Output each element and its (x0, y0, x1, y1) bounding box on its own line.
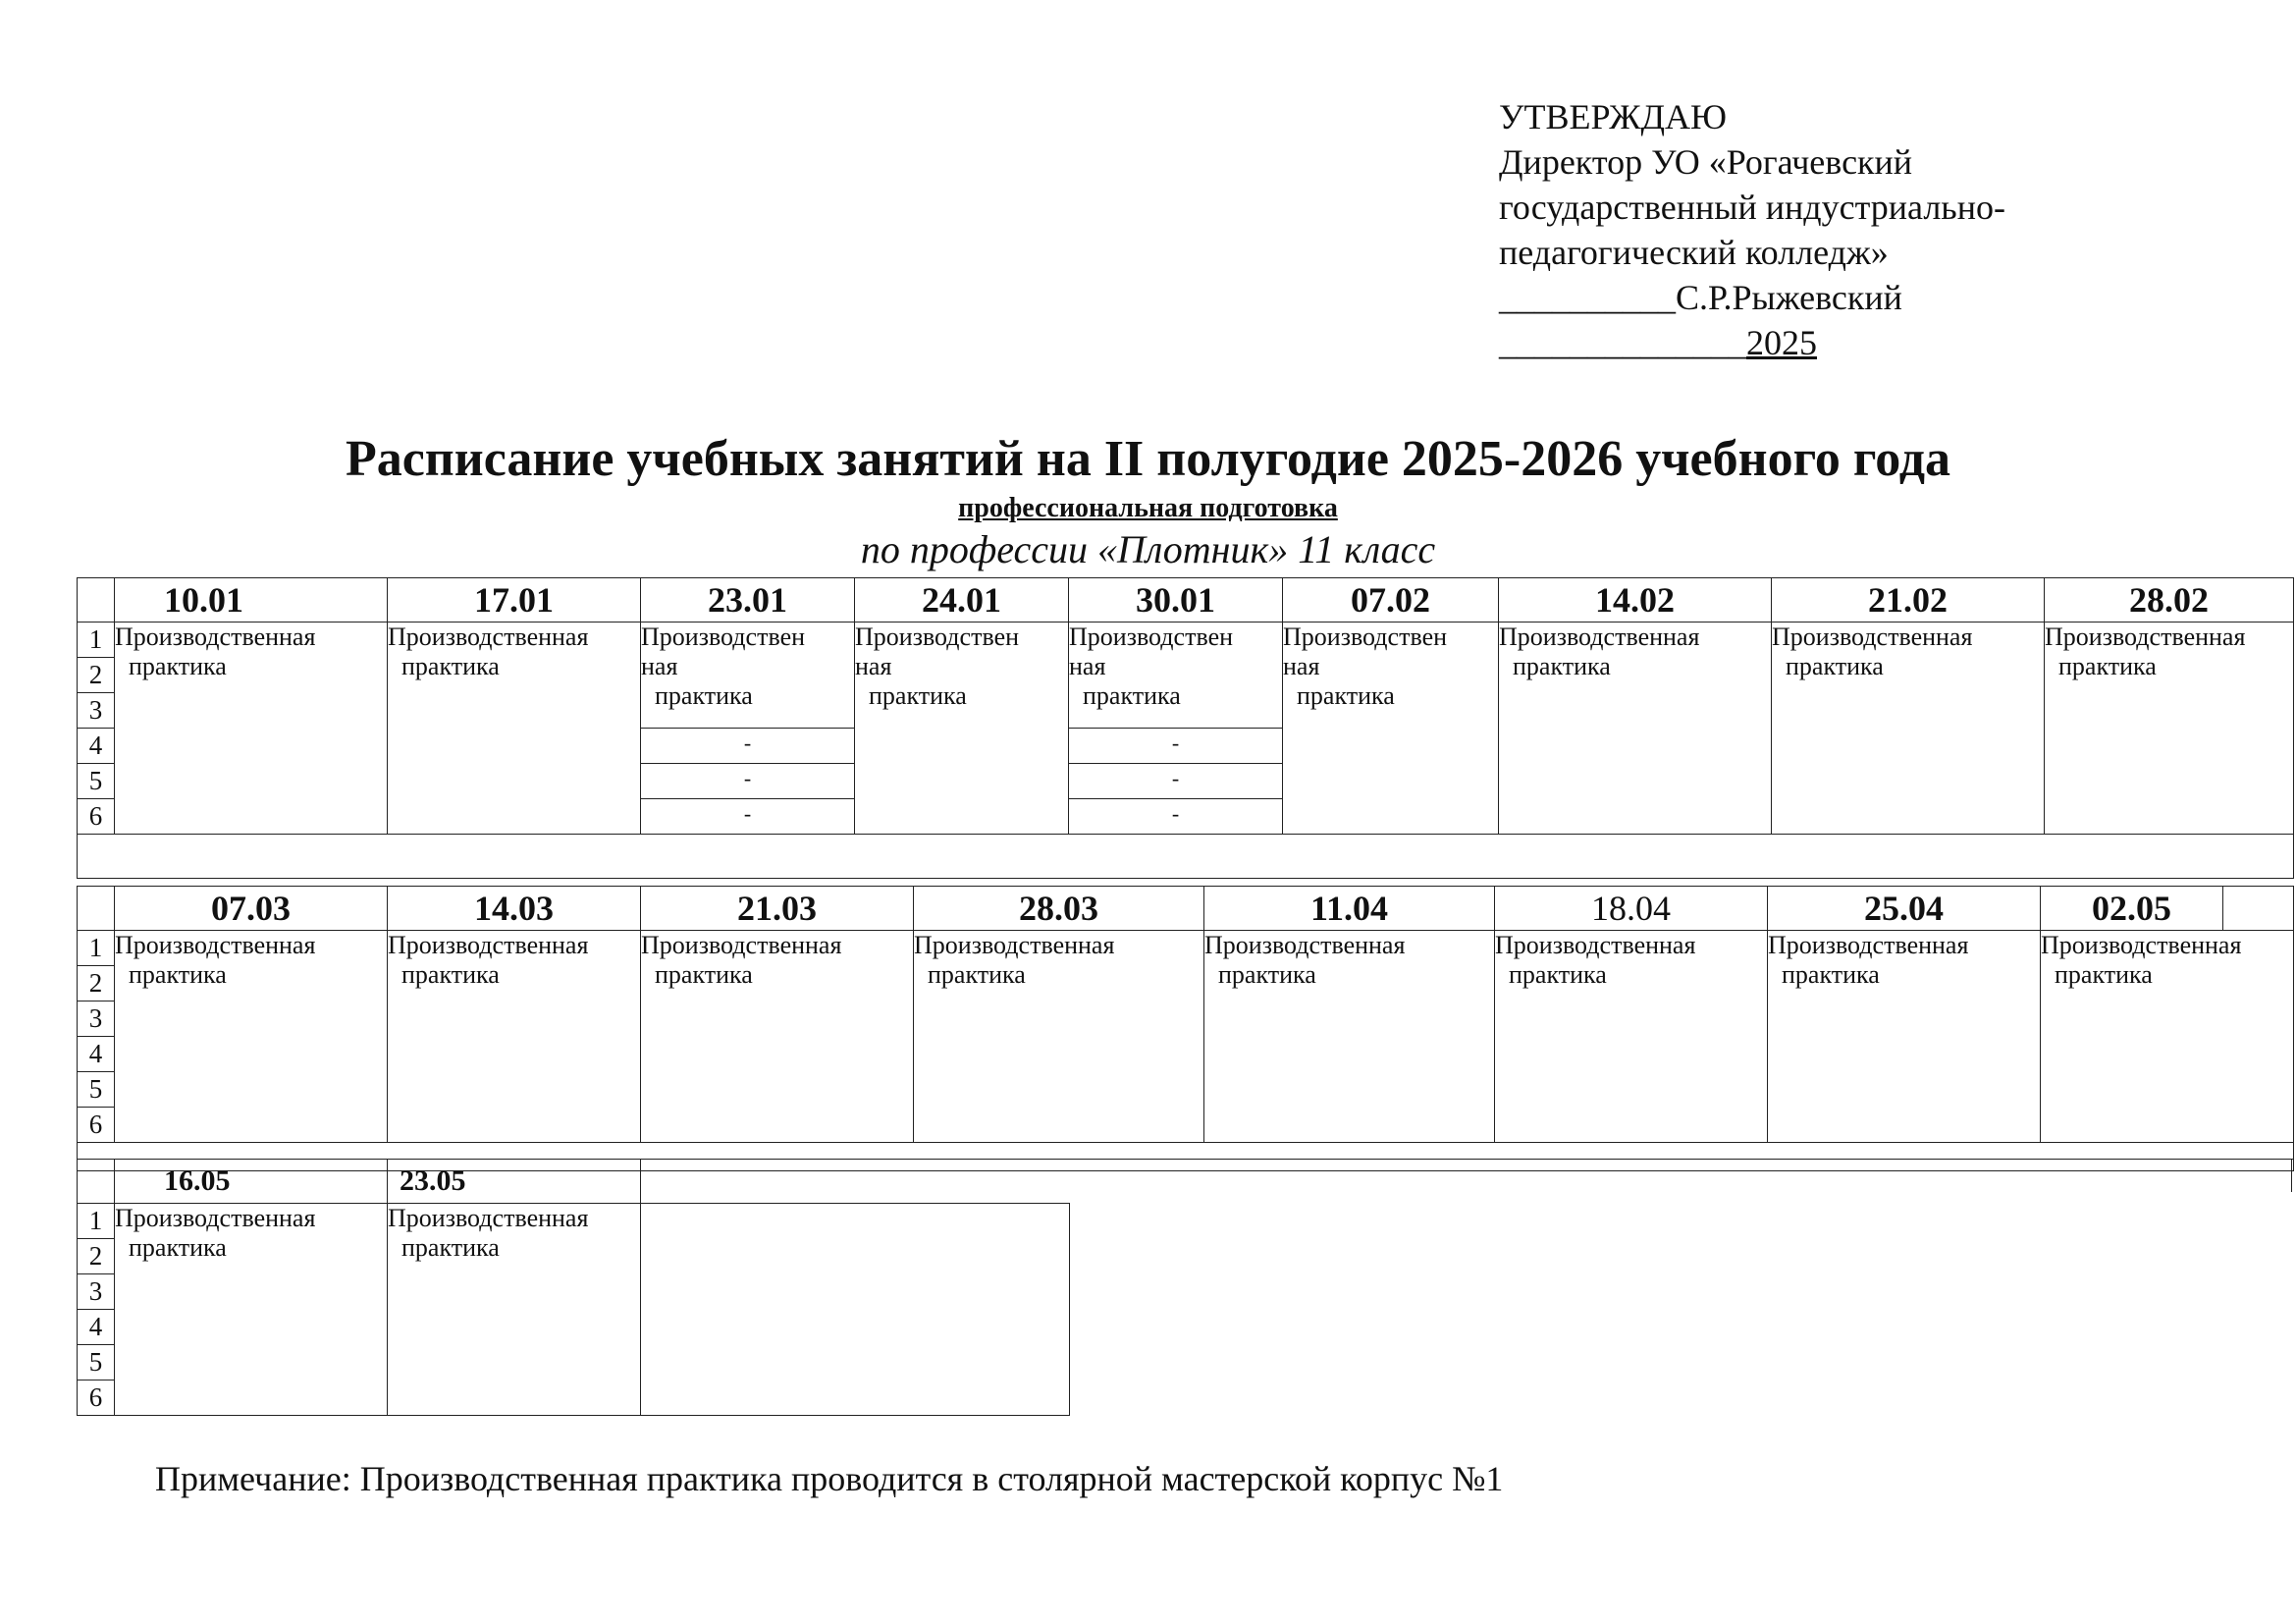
lesson-number: 5 (78, 1072, 115, 1108)
date-header: 24.01 (855, 578, 1069, 623)
date-header: 07.03 (115, 887, 388, 931)
schedule-cell: Производственная практика (115, 931, 388, 1143)
lesson-number: 6 (78, 1108, 115, 1143)
schedule-cell: Производственная практика (2041, 931, 2294, 1143)
lesson-number: 2 (78, 658, 115, 693)
empty-header (2223, 887, 2294, 931)
footnote: Примечание: Производственная практика проводится в столярной мастерской корпус №1 (155, 1459, 1504, 1498)
schedule-cell: Производственная практика (388, 931, 641, 1143)
schedule-cell: Производственная практика (388, 623, 641, 835)
schedule-cell: Производствен ная практика (1283, 623, 1499, 835)
date-header: 16.05 (115, 1160, 388, 1204)
spacer-row (78, 835, 2294, 879)
lesson-number: 3 (78, 1001, 115, 1037)
lesson-number: 5 (78, 764, 115, 799)
lesson-number: 6 (78, 799, 115, 835)
schedule-cell: Производствен ная практика (641, 623, 855, 729)
date-header: 14.03 (388, 887, 641, 931)
lesson-number: 4 (78, 1037, 115, 1072)
date-header: 17.01 (388, 578, 641, 623)
lesson-number: 1 (78, 623, 115, 658)
schedule-cell: Производствен ная практика (855, 623, 1069, 835)
date-header: 23.05 (388, 1160, 641, 1204)
lesson-number: 2 (78, 1239, 115, 1274)
date-header: 28.03 (914, 887, 1204, 931)
date-header: 21.02 (1772, 578, 2045, 623)
empty-slot: - (641, 729, 855, 764)
empty-slot: - (1069, 729, 1283, 764)
page-title: Расписание учебных занятий на II полугодие 2025-2026 учебного года (345, 431, 1951, 487)
lesson-number: 1 (78, 931, 115, 966)
schedule-cell: Производственная практика (115, 623, 388, 835)
block3-right-tick (2291, 1159, 2292, 1192)
date-header: 21.03 (641, 887, 914, 931)
profession-line: по профессии «Плотник» 11 класс (860, 527, 1436, 571)
date-header: 30.01 (1069, 578, 1283, 623)
schedule-cell: Производственная практика (2045, 623, 2294, 835)
schedule-cell: Производствен ная практика (1069, 623, 1283, 729)
empty-slot: - (641, 764, 855, 799)
date-header: 23.01 (641, 578, 855, 623)
header-row (78, 887, 2294, 931)
header-row (78, 1160, 1070, 1204)
lesson-number: 4 (78, 729, 115, 764)
schedule-block-1 (77, 577, 2294, 879)
lesson-number: 3 (78, 693, 115, 729)
approval-college-2: педагогический колледж» (1499, 233, 1889, 272)
lesson-number: 5 (78, 1345, 115, 1380)
approval-college-1: государственный индустриально- (1499, 188, 2005, 227)
header-row (78, 578, 2294, 623)
approval-heading: УТВЕРЖДАЮ (1499, 97, 1728, 136)
approval-director: Директор УО «Рогачевский (1499, 142, 1913, 182)
date-header: 07.02 (1283, 578, 1499, 623)
schedule-cell: Производственная практика (641, 931, 914, 1143)
date-header: 02.05 (2041, 887, 2223, 931)
page-subtitle: профессиональная подготовка (958, 493, 1338, 523)
schedule-cell: Производственная практика (1495, 931, 1768, 1143)
corner-cell (78, 1160, 115, 1204)
schedule-block-3 (77, 1159, 1070, 1416)
lesson-number: 3 (78, 1274, 115, 1310)
corner-cell (78, 887, 115, 931)
schedule-cell: Производственная практика (1499, 623, 1772, 835)
date-header: 18.04 (1495, 887, 1768, 931)
schedule-cell: Производственная практика (1204, 931, 1495, 1143)
date-header: 10.01 (115, 578, 388, 623)
schedule-cell: Производственная практика (914, 931, 1204, 1143)
date-header: 14.02 (1499, 578, 1772, 623)
lesson-number: 1 (78, 1204, 115, 1239)
approval-signature: __________С.Р.Рыжевский (1499, 278, 1902, 317)
schedule-cell: Производственная практика (115, 1204, 388, 1416)
schedule-cell: Производственная практика (388, 1204, 641, 1416)
empty-slot: - (1069, 799, 1283, 835)
schedule-cell: Производственная практика (1772, 623, 2045, 835)
block3-top-line (1069, 1159, 2293, 1160)
date-header: 25.04 (1768, 887, 2041, 931)
date-header: 11.04 (1204, 887, 1495, 931)
approval-block (1499, 94, 2005, 365)
schedule-block-2 (77, 886, 2294, 1171)
approval-date: ______________2025 (1499, 323, 1817, 362)
lesson-number: 2 (78, 966, 115, 1001)
empty-slot: - (1069, 764, 1283, 799)
empty-slot: - (641, 799, 855, 835)
empty-cell (641, 1204, 1070, 1416)
schedule-cell: Производственная практика (1768, 931, 2041, 1143)
corner-cell (78, 578, 115, 623)
lesson-number: 6 (78, 1380, 115, 1416)
lesson-number: 4 (78, 1310, 115, 1345)
date-header: 28.02 (2045, 578, 2294, 623)
